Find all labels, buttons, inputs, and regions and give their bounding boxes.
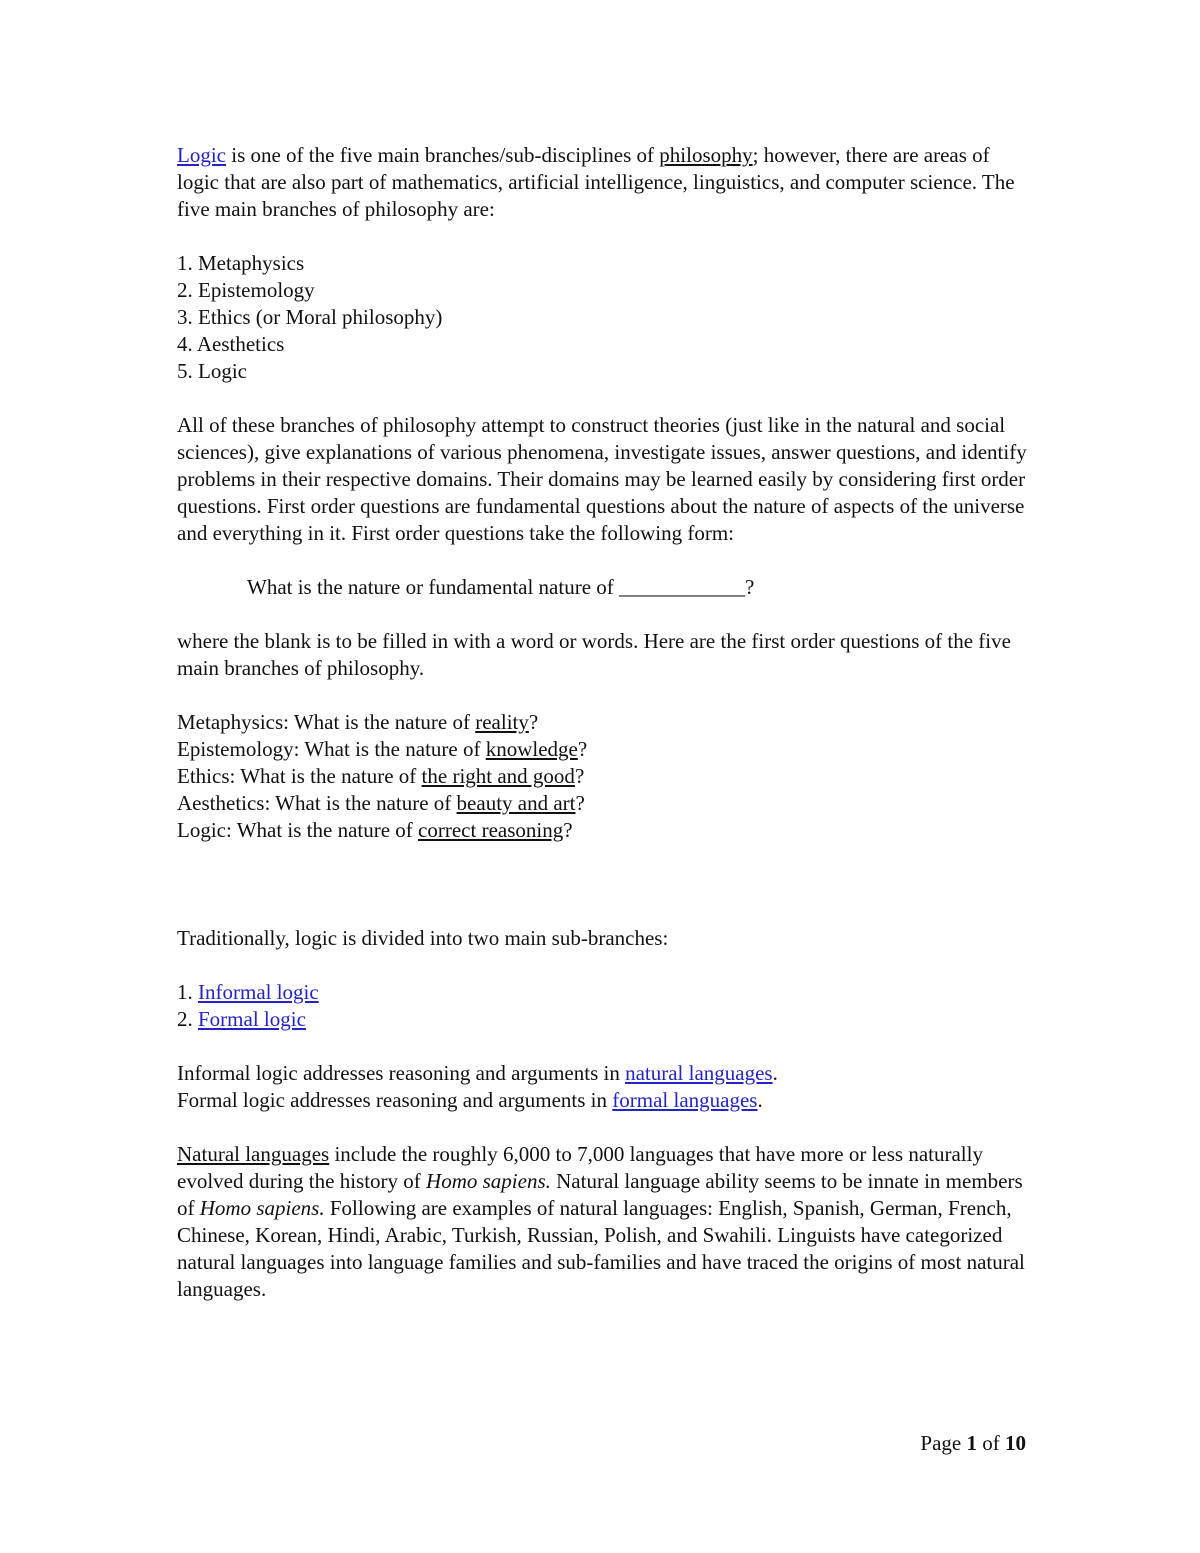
philosophy-term: philosophy <box>659 143 753 167</box>
sub-branch-formal <box>177 1006 1027 1033</box>
spacer <box>177 1033 1027 1060</box>
sub-branches-list <box>177 979 1027 1033</box>
natural-languages-term: Natural languages <box>177 1142 330 1166</box>
paragraph-text: Natural language ability seems to be innate in members of <box>177 1169 1023 1220</box>
intro-text-b: ; however, there are areas of logic that are also part of mathematics, artificial intelligence, linguistics, and computer science. The five main branches of philosophy are: <box>177 143 1015 221</box>
branch-item: 3. Ethics (or Moral philosophy) <box>177 305 443 329</box>
question-suffix: ? <box>574 764 585 788</box>
branch-item: 5. Logic <box>177 359 247 383</box>
branch-item: 4. Aesthetics <box>177 332 285 356</box>
sub-branch-informal <box>177 979 1027 1006</box>
question-metaphysics <box>177 709 1027 736</box>
paragraph-text: include the roughly 6,000 to 7,000 languages that have more or less naturally evolved during the history of <box>177 1142 983 1193</box>
line-prefix: Informal logic addresses reasoning and arguments in <box>177 1061 626 1085</box>
first-order-questions <box>177 709 1027 844</box>
question-prefix: Aesthetics: What is the nature of <box>177 791 457 815</box>
traditional-paragraph: Traditionally, logic is divided into two main sub-branches: <box>177 926 669 950</box>
list-number: 1. <box>177 980 198 1004</box>
question-aesthetics <box>177 790 1027 817</box>
page-label: Page <box>920 1431 967 1455</box>
branch-item: 2. Epistemology <box>177 278 315 302</box>
theories-paragraph: All of these branches of philosophy attempt to construct theories (just like in the natural and social sciences), give explanations of various phenomena, investigate issues, answer questions, and identify problems in their respective domains. Their domains may be learned easily by considering first order questions. First order questions are fundamental questions about the nature of aspects of the universe and everything in it. First order questions take the following form: <box>177 413 1027 545</box>
document-body <box>177 142 1027 1303</box>
total-pages-number: 10 <box>1005 1431 1026 1455</box>
question-template: What is the nature or fundamental nature of ____________? <box>247 575 755 599</box>
informal-line <box>177 1060 1027 1087</box>
spacer <box>177 547 1027 574</box>
question-term: the right and good <box>421 764 575 788</box>
spacer <box>177 1114 1027 1141</box>
question-ethics <box>177 763 1027 790</box>
blank-paragraph: where the blank is to be filled in with a word or words. Here are the first order questions of the five main branches of philosophy. <box>177 629 1011 680</box>
question-term: reality <box>475 710 529 734</box>
spacer <box>177 682 1027 709</box>
species-name: Homo sapiens. <box>426 1169 551 1193</box>
paragraph-text: Following are examples of natural languages: English, Spanish, German, French, Chinese, Korean, Hindi, Arabic, Turkish, Russian, Polish, and Swahili. Linguists have categorized natural languages into language families and sub-families and have traced the origins of most natural languages. <box>177 1196 1025 1301</box>
branch-item: 1. Metaphysics <box>177 251 305 275</box>
logic-link[interactable]: Logic <box>177 143 226 167</box>
branches-list <box>177 250 1027 385</box>
current-page-number: 1 <box>966 1431 977 1455</box>
line-suffix: . <box>772 1061 778 1085</box>
natural-languages-paragraph <box>177 1141 1027 1303</box>
question-suffix: ? <box>575 791 585 815</box>
spacer <box>177 385 1027 412</box>
spacer <box>177 601 1027 628</box>
question-term: beauty and art <box>456 791 576 815</box>
question-term: knowledge <box>485 737 578 761</box>
question-suffix: ? <box>577 737 588 761</box>
question-prefix: Logic: What is the nature of <box>177 818 419 842</box>
page-of-label: of <box>977 1431 1005 1455</box>
formal-logic-link[interactable]: Formal logic <box>198 1007 306 1031</box>
question-term: correct reasoning <box>418 818 564 842</box>
spacer <box>177 223 1027 250</box>
formal-line <box>177 1087 1027 1114</box>
page-footer <box>920 1430 1026 1457</box>
line-suffix: . <box>757 1088 763 1112</box>
line-prefix: Formal logic addresses reasoning and arguments in <box>177 1088 613 1112</box>
question-suffix: ? <box>563 818 573 842</box>
species-name: Homo sapiens. <box>199 1196 325 1220</box>
spacer <box>177 844 1027 925</box>
natural-languages-link[interactable]: natural languages <box>625 1061 773 1085</box>
formal-languages-link[interactable]: formal languages <box>612 1088 758 1112</box>
informal-logic-link[interactable]: Informal logic <box>198 980 319 1004</box>
question-epistemology <box>177 736 1027 763</box>
question-logic <box>177 817 1027 844</box>
question-suffix: ? <box>528 710 539 734</box>
question-prefix: Epistemology: What is the nature of <box>177 737 486 761</box>
intro-text-a: is one of the five main branches/sub-disciplines of <box>225 143 660 167</box>
intro-paragraph <box>177 142 1027 223</box>
list-number: 2. <box>177 1007 198 1031</box>
question-prefix: Metaphysics: What is the nature of <box>177 710 476 734</box>
question-prefix: Ethics: What is the nature of <box>177 764 422 788</box>
spacer <box>177 952 1027 979</box>
